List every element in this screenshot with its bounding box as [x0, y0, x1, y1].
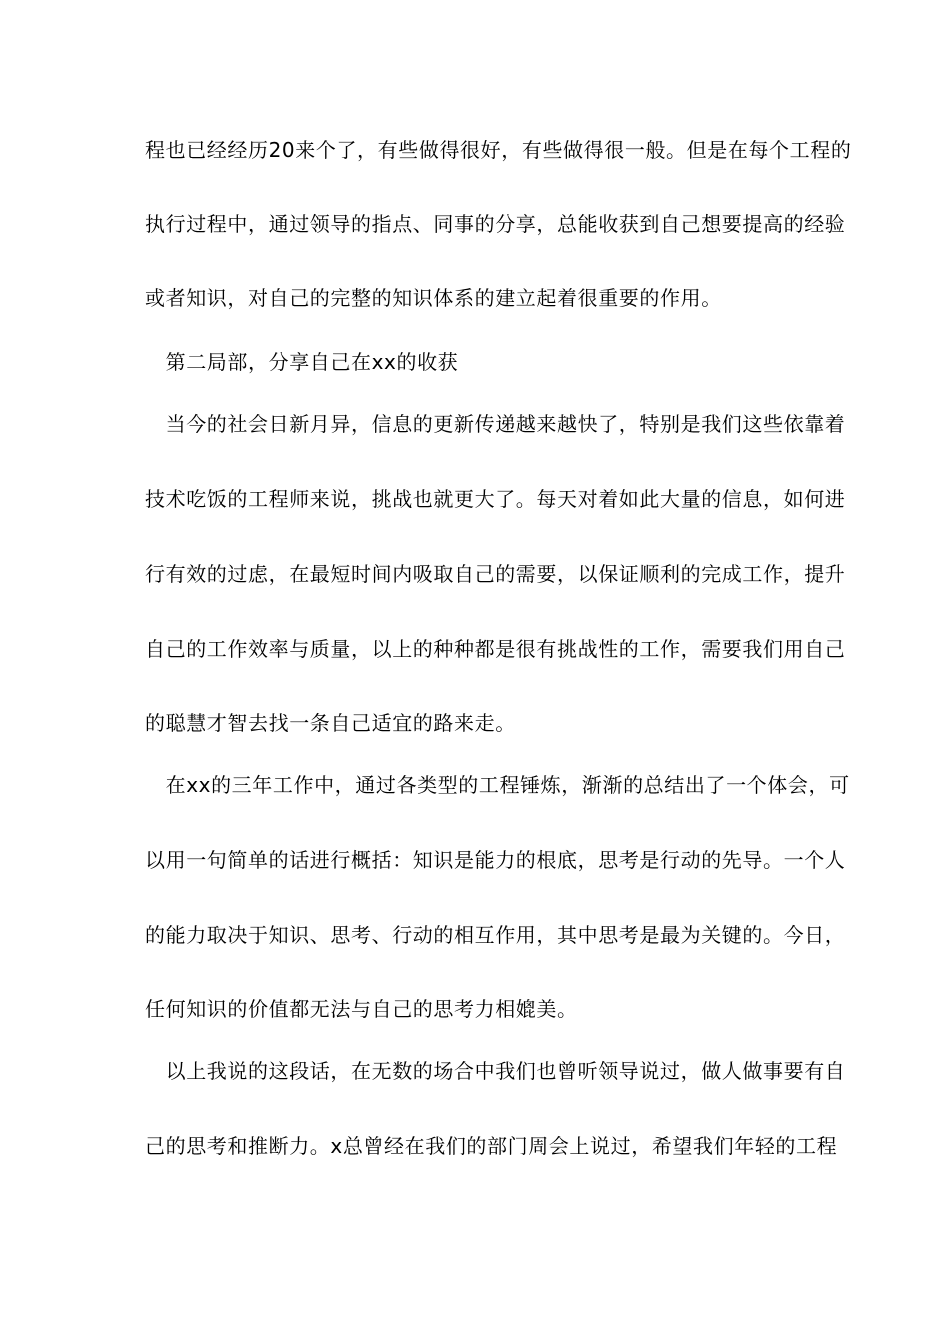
text-line: 行有效的过虑，在最短时间内吸取自己的需要，以保证顺利的完成工作，提升	[145, 562, 846, 586]
text-line: 自己的工作效率与质量，以上的种种都是很有挑战性的工作，需要我们用自己	[145, 637, 846, 661]
text-line: 的能力取决于知识、思考、行动的相互作用，其中思考是最为关键的。今日，	[145, 923, 846, 947]
text-line: 己的思考和推断力。x总曾经在我们的部门周会上说过，希望我们年轻的工程	[145, 1134, 838, 1158]
text-line: 在xx的三年工作中，通过各类型的工程锤炼，渐渐的总结出了一个体会，可	[145, 773, 850, 797]
text-line: 技术吃饭的工程师来说，挑战也就更大了。每天对着如此大量的信息，如何进	[145, 487, 846, 511]
text-line: 或者知识，对自己的完整的知识体系的建立起着很重要的作用。	[145, 286, 722, 310]
text-line: 任何知识的价值都无法与自己的思考力相媲美。	[145, 997, 578, 1021]
text-line: 当今的社会日新月异，信息的更新传递越来越快了，特别是我们这些依靠着	[145, 412, 846, 436]
text-line: 的聪慧才智去找一条自己适宜的路来走。	[145, 711, 516, 735]
section-heading: 第二局部，分享自己在xx的收获	[145, 350, 459, 374]
text-line: 以用一句简单的话进行概括：知识是能力的根底，思考是行动的先导。一个人	[145, 848, 846, 872]
text-line: 以上我说的这段话，在无数的场合中我们也曾听领导说过，做人做事要有自	[145, 1059, 846, 1083]
text-line: 执行过程中，通过领导的指点、同事的分享，总能收获到自己想要提高的经验	[145, 212, 846, 236]
text-line: 程也已经经历20来个了，有些做得很好，有些做得很一般。但是在每个工程的	[145, 138, 852, 162]
